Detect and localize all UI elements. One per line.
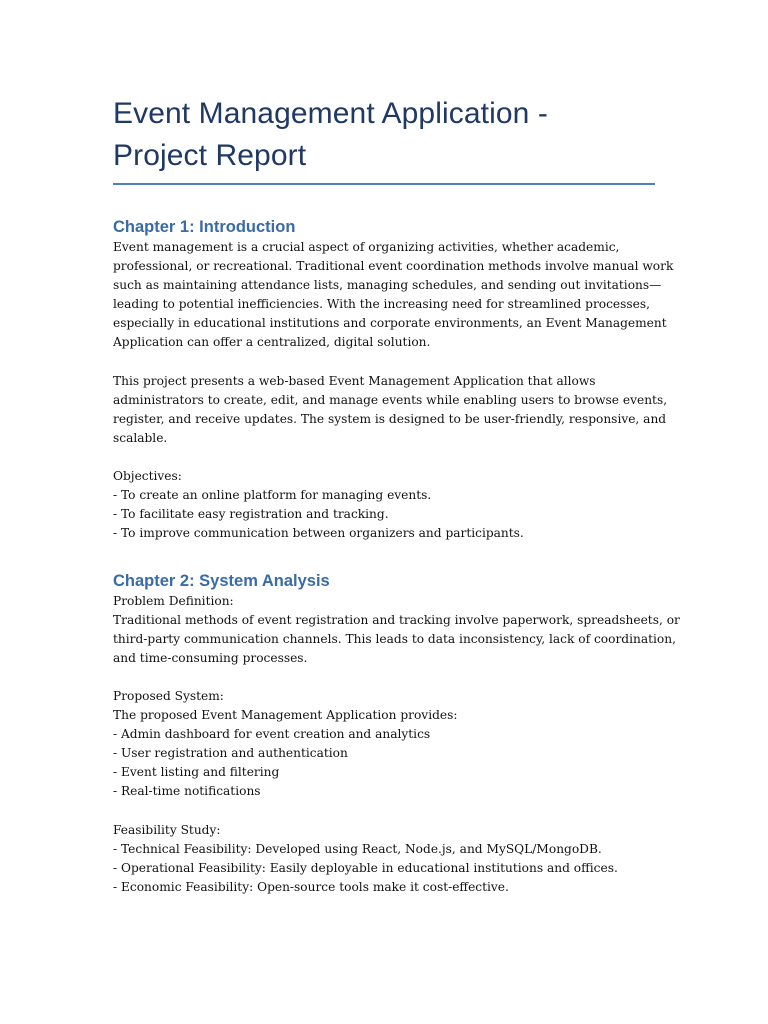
objective-item: - To facilitate easy registration and tracking. (113, 507, 389, 522)
chapter-2-body (113, 592, 680, 898)
proposed-item: - Event listing and filtering (113, 765, 280, 780)
objectives-block (113, 467, 658, 543)
text-line: administrators to create, edit, and manage events while enabling users to browse events, (113, 392, 668, 407)
text-line: such as maintaining attendance lists, managing schedules, and sending out invitations— (113, 278, 662, 293)
objectives-label: Objectives: (113, 469, 182, 484)
text-line: third-party communication channels. This leads to data inconsistency, lack of coordination, (113, 631, 676, 646)
text-line: scalable. (113, 430, 168, 445)
feasibility-block (113, 821, 658, 897)
paragraph-spacer (113, 668, 658, 687)
feasibility-item: - Economic Feasibility: Open-source tools make it cost-effective. (113, 879, 509, 894)
text-line: register, and receive updates. The system is designed to be user-friendly, responsive, and (113, 411, 667, 426)
feasibility-item: - Operational Feasibility: Easily deployable in educational institutions and offices. (113, 860, 618, 875)
proposed-system-block (113, 687, 658, 802)
proposed-label: Proposed System: (113, 688, 224, 703)
paragraph-spacer (113, 353, 658, 372)
chapter-1-body (113, 238, 674, 544)
text-line: Application can offer a centralized, digital solution. (113, 335, 431, 350)
objective-item: - To create an online platform for managing events. (113, 488, 432, 503)
chapter-1-heading: Chapter 1: Introduction (113, 218, 296, 236)
proposed-intro: The proposed Event Management Application provides: (113, 708, 458, 723)
feasibility-label: Feasibility Study: (113, 822, 221, 837)
proposed-item: - Real-time notifications (113, 784, 261, 799)
problem-label: Problem Definition: (113, 593, 234, 608)
proposed-item: - User registration and authentication (113, 746, 348, 761)
proposed-item: - Admin dashboard for event creation and analytics (113, 727, 431, 742)
intro-paragraph-2 (113, 372, 668, 448)
text-line: professional, or recreational. Traditional event coordination methods involve manual work (113, 259, 674, 274)
title-line: Project Report (113, 139, 307, 172)
document-title (113, 93, 658, 177)
objective-item: - To improve communication between organizers and participants. (113, 526, 524, 541)
title-divider (113, 183, 655, 185)
chapter-2-heading: Chapter 2: System Analysis (113, 571, 330, 590)
intro-paragraph-1 (113, 238, 674, 353)
text-line: especially in educational institutions and corporate environments, an Event Management (113, 316, 667, 331)
text-line: This project presents a web-based Event Management Application that allows (113, 373, 596, 388)
text-line: Traditional methods of event registration and tracking involve paperwork, spreadsheets, or (113, 612, 680, 627)
problem-definition-block (113, 592, 680, 668)
text-line: and time-consuming processes. (113, 650, 308, 665)
paragraph-spacer (113, 448, 658, 467)
title-line: Event Management Application - (113, 97, 548, 130)
text-line: Event management is a crucial aspect of organizing activities, whether academic, (113, 240, 620, 254)
feasibility-item: - Technical Feasibility: Developed using React, Node.js, and MySQL/MongoDB. (113, 841, 602, 856)
paragraph-spacer (113, 802, 658, 821)
document-page (113, 93, 680, 897)
text-line: leading to potential inefficiencies. With the increasing need for streamlined processes, (113, 297, 650, 312)
